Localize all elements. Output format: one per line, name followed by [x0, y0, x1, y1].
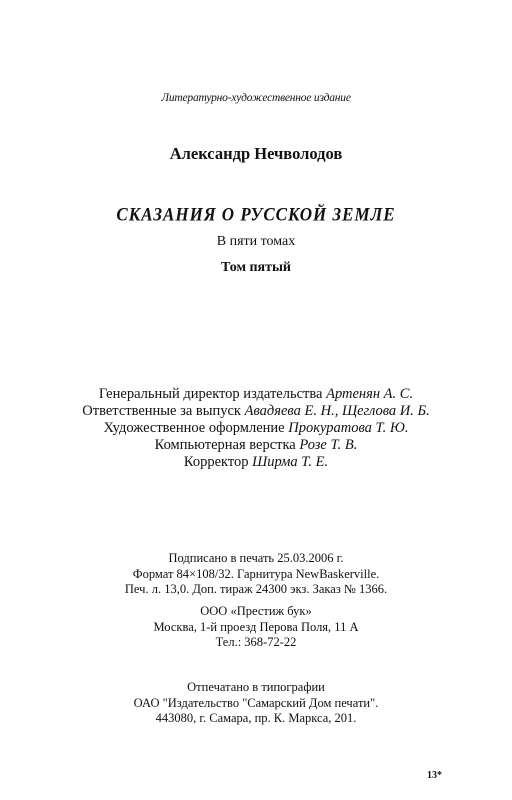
volumes-count: В пяти томах [216, 234, 296, 249]
edition-type: Литературно-художественное издание [161, 92, 351, 104]
staff-names: Прокуратова Т. Ю. [288, 420, 409, 436]
staff-row [0, 420, 512, 437]
printer-line: 443080, г. Самара, пр. К. Маркса, 201. [155, 711, 357, 725]
staff-names: Ширма Т. Е. [252, 454, 329, 470]
print-info-line: Печ. л. 13,0. Доп. тираж 24300 экз. Заказ № 1366. [124, 582, 388, 596]
staff-role: Генеральный директор издательства [98, 386, 323, 402]
author-name: Александр Нечволодов [169, 144, 343, 163]
book-title: СКАЗАНИЯ О РУССКОЙ ЗЕМЛЕ [116, 203, 396, 226]
staff-row [0, 403, 512, 420]
printer-line: Отпечатано в типографии [187, 680, 325, 694]
volume-number: Том пятый [221, 260, 291, 275]
printer-line: ОАО "Издательство "Самарский Дом печати". [133, 695, 379, 710]
staff-row [0, 437, 512, 454]
publisher-line: ООО «Престиж бук» [200, 604, 312, 618]
staff-credits [0, 386, 512, 471]
print-info-line: Подписано в печать 25.03.2006 г. [168, 551, 344, 565]
staff-row [0, 386, 512, 403]
staff-names: Розе Т. В. [299, 437, 358, 453]
publisher-info [0, 604, 512, 651]
staff-names: Артенян А. С. [326, 386, 414, 402]
publisher-line: Тел.: 368-72-22 [215, 635, 297, 649]
print-info-line: Формат 84×108/32. Гарнитура NewBaskerville. [132, 566, 380, 581]
staff-names: Авадяева Е. Н., Щеглова И. Б. [244, 403, 430, 419]
page-number: 13* [427, 770, 442, 781]
staff-row [0, 454, 512, 471]
print-info [0, 551, 512, 598]
printer-info [0, 680, 512, 727]
publisher-line: Москва, 1-й проезд Перова Поля, 11 А [153, 619, 359, 634]
staff-role: Художественное оформление [103, 420, 285, 436]
staff-role: Корректор [183, 454, 249, 470]
staff-role: Ответственные за выпуск [82, 403, 241, 419]
staff-role: Компьютерная верстка [154, 437, 296, 453]
